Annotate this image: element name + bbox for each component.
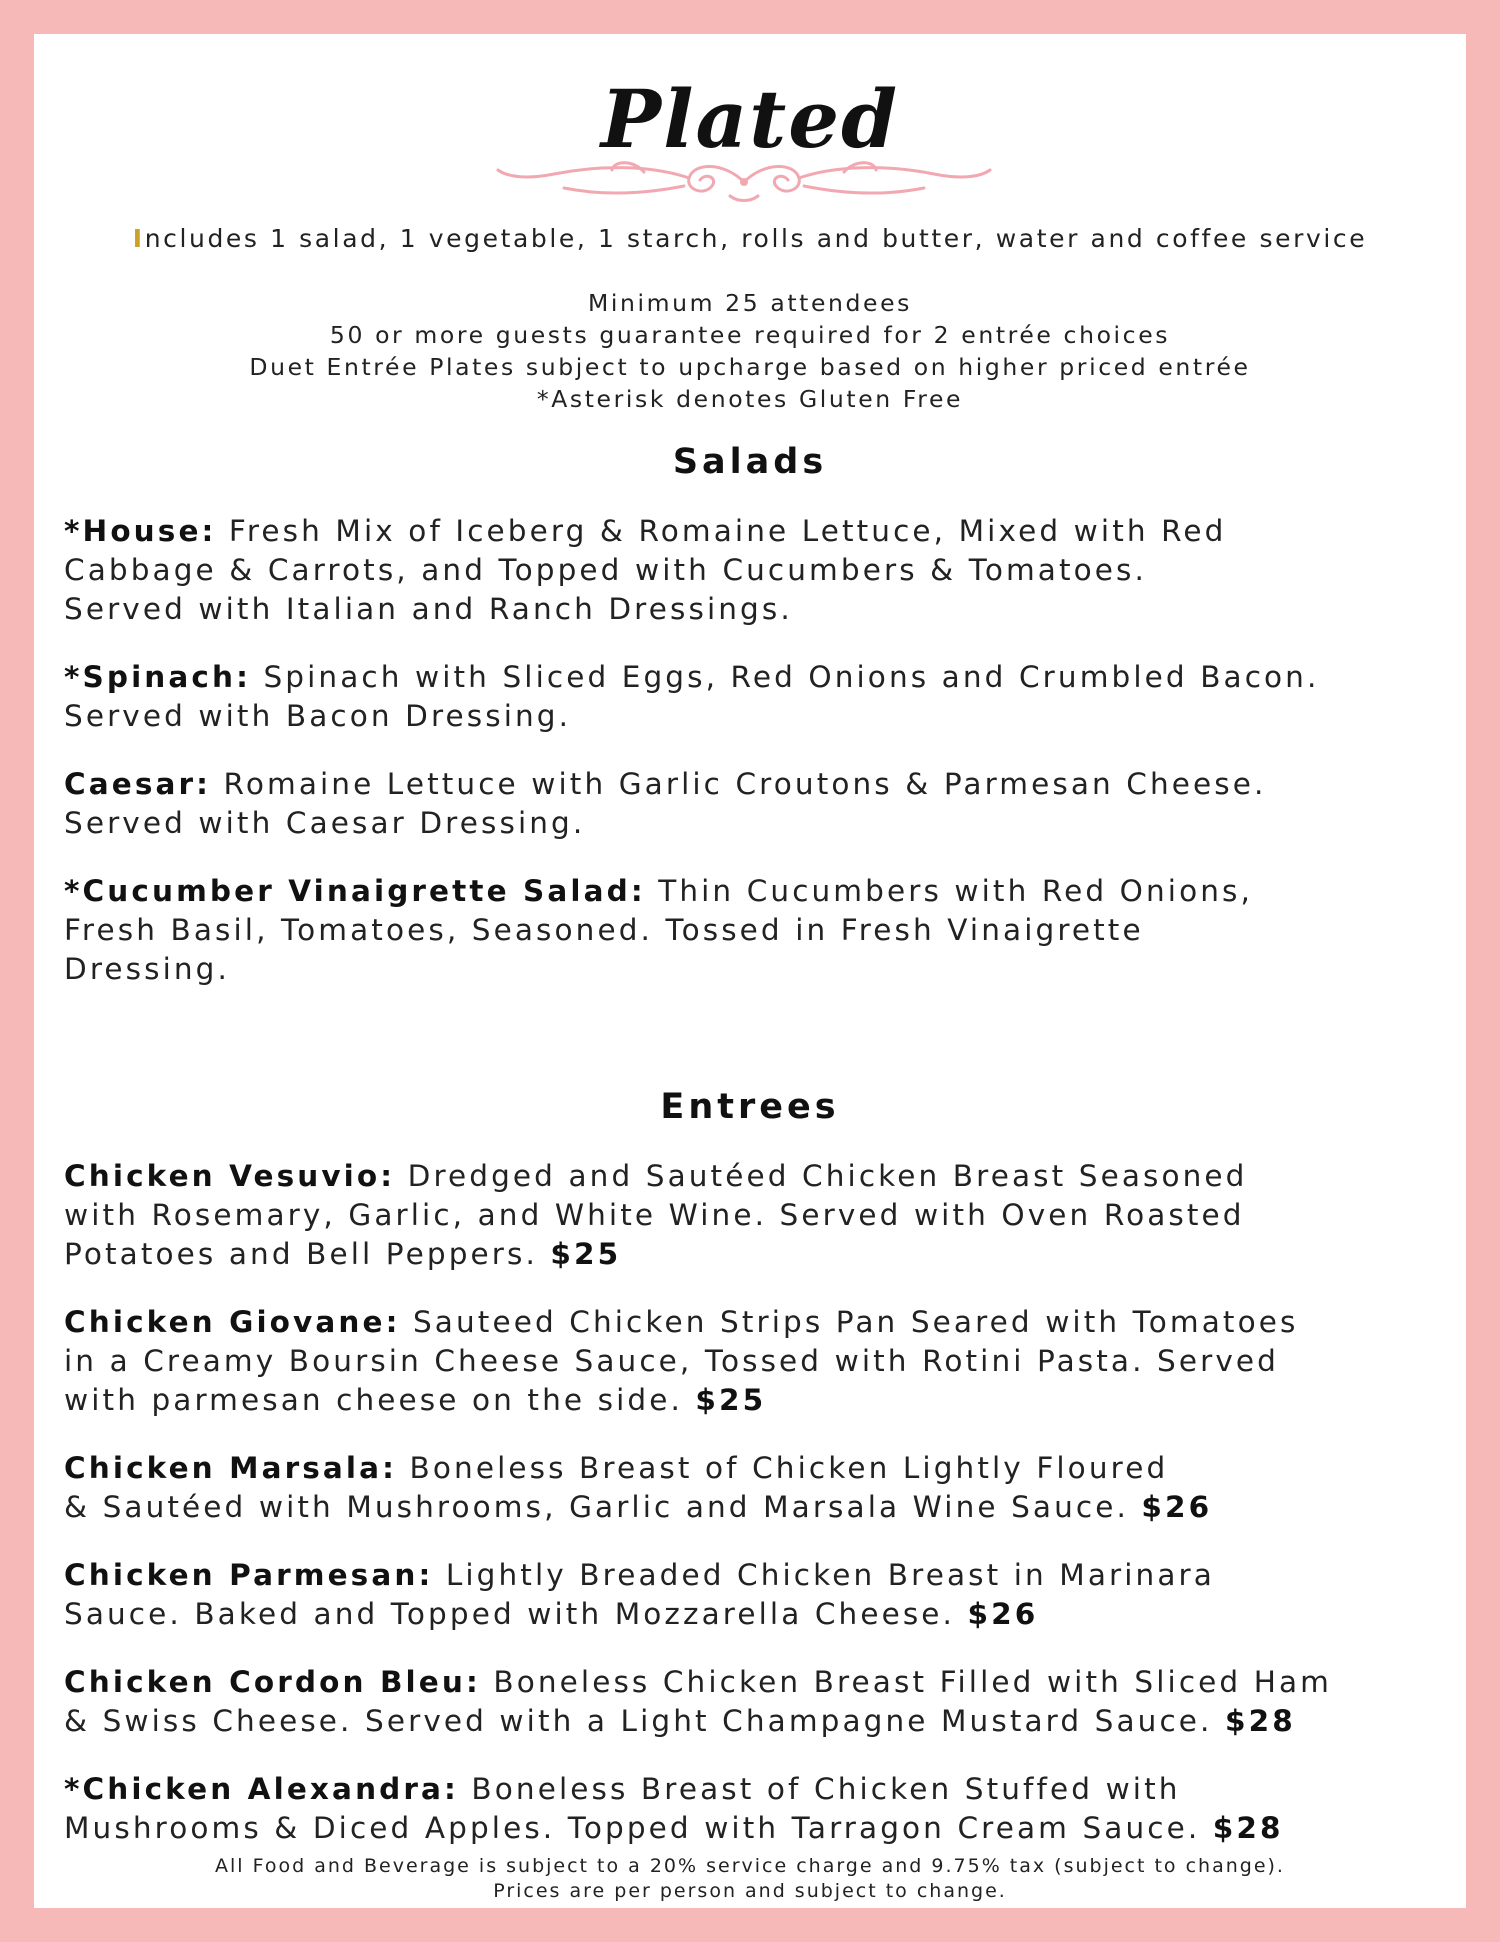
salads-list xyxy=(64,512,1464,1018)
item-name: Chicken Cordon Bleu: xyxy=(64,1665,481,1699)
item-desc: in a Creamy Boursin Cheese Sauce, Tossed with Rotini Pasta. Served xyxy=(64,1344,1279,1378)
entree-item-vesuvio xyxy=(64,1157,1464,1274)
intro-line xyxy=(34,224,1466,253)
note-line: Minimum 25 attendees xyxy=(587,289,912,317)
item-price: $28 xyxy=(1225,1704,1296,1738)
item-name: *Cucumber Vinaigrette Salad: xyxy=(64,874,646,908)
page-title: Plated xyxy=(600,72,900,166)
item-price: $26 xyxy=(967,1597,1039,1631)
item-desc: Cabbage & Carrots, and Topped with Cucumbers & Tomatoes. xyxy=(64,553,1148,587)
footer-line: Prices are per person and subject to change. xyxy=(493,1880,1007,1902)
footer-line: All Food and Beverage is subject to a 20% service charge and 9.75% tax (subject to change). xyxy=(215,1855,1285,1877)
item-desc: Fresh Basil, Tomatoes, Seasoned. Tossed in Fresh Vinaigrette xyxy=(64,913,1144,947)
item-name: Chicken Vesuvio: xyxy=(64,1159,396,1193)
entree-item-alexandra xyxy=(64,1770,1464,1848)
item-desc: Lightly Breaded Chicken Breast in Marinara xyxy=(433,1558,1215,1592)
item-name: Caesar: xyxy=(64,767,212,801)
intro-text: ncludes 1 salad, 1 vegetable, 1 starch, rolls and butter, water and coffee service xyxy=(144,224,1368,253)
item-desc: & Sautéed with Mushrooms, Garlic and Marsala Wine Sauce. xyxy=(64,1490,1142,1524)
salad-item-cucumber xyxy=(64,872,1464,989)
item-price: $26 xyxy=(1141,1490,1213,1524)
item-desc: Fresh Mix of Iceberg & Romaine Lettuce, Mixed with Red xyxy=(216,514,1227,548)
entrees-heading: Entrees xyxy=(660,1087,840,1127)
item-price: $25 xyxy=(550,1237,622,1271)
entree-item-parmesan xyxy=(64,1556,1464,1634)
item-desc: Romaine Lettuce with Garlic Croutons & Parmesan Cheese. xyxy=(211,767,1267,801)
item-desc: Served with Italian and Ranch Dressings. xyxy=(64,592,793,626)
item-name: *Spinach: xyxy=(64,660,251,694)
salad-item-caesar xyxy=(64,765,1464,843)
entrees-list xyxy=(64,1157,1464,1877)
note-line: 50 or more guests guarantee required for 2 entrée choices xyxy=(329,321,1171,349)
entree-item-cordon-bleu xyxy=(64,1663,1464,1741)
item-price: $25 xyxy=(695,1383,767,1417)
footer-disclaimer xyxy=(34,1854,1466,1904)
item-desc: Thin Cucumbers with Red Onions, xyxy=(645,874,1253,908)
menu-page xyxy=(34,34,1466,1908)
note-line: *Asterisk denotes Gluten Free xyxy=(536,385,964,413)
item-desc: Boneless Breast of Chicken Stuffed with xyxy=(458,1772,1181,1806)
item-desc: Boneless Chicken Breast Filled with Sliced Ham xyxy=(480,1665,1332,1699)
item-desc: Served with Bacon Dressing. xyxy=(64,699,572,733)
item-desc: & Swiss Cheese. Served with a Light Champagne Mustard Sauce. xyxy=(64,1704,1226,1738)
item-desc: with parmesan cheese on the side. xyxy=(64,1383,696,1417)
intro-initial: I xyxy=(132,224,145,253)
item-name: Chicken Marsala: xyxy=(64,1451,398,1485)
salad-item-spinach xyxy=(64,658,1464,736)
item-desc: Mushrooms & Diced Apples. Topped with Tarragon Cream Sauce. xyxy=(64,1811,1213,1845)
item-desc: Served with Caesar Dressing. xyxy=(64,806,586,840)
note-line: Duet Entrée Plates subject to upcharge based on higher priced entrée xyxy=(249,353,1251,381)
item-desc: Spinach with Sliced Eggs, Red Onions and Crumbled Bacon. xyxy=(251,660,1320,694)
item-desc: Dredged and Sautéed Chicken Breast Seasoned xyxy=(395,1159,1248,1193)
item-desc: Sauce. Baked and Topped with Mozzarella Cheese. xyxy=(64,1597,968,1631)
item-name: *Chicken Alexandra: xyxy=(64,1772,459,1806)
item-desc: Sauteed Chicken Strips Pan Seared with Tomatoes xyxy=(400,1305,1299,1339)
item-desc: Dressing. xyxy=(64,952,230,986)
item-desc: with Rosemary, Garlic, and White Wine. Served with Oven Roasted xyxy=(64,1198,1245,1232)
notes-block xyxy=(34,287,1466,415)
flourish-ornament xyxy=(494,152,994,208)
item-name: Chicken Giovane: xyxy=(64,1305,401,1339)
item-desc: Potatoes and Bell Peppers. xyxy=(64,1237,551,1271)
item-name: Chicken Parmesan: xyxy=(64,1558,434,1592)
item-name: *House: xyxy=(64,514,217,548)
salad-item-house xyxy=(64,512,1464,629)
entree-item-marsala xyxy=(64,1449,1464,1527)
salads-heading: Salads xyxy=(672,442,828,482)
item-desc: Boneless Breast of Chicken Lightly Floured xyxy=(397,1451,1169,1485)
entree-item-giovane xyxy=(64,1303,1464,1420)
item-price: $28 xyxy=(1212,1811,1284,1845)
